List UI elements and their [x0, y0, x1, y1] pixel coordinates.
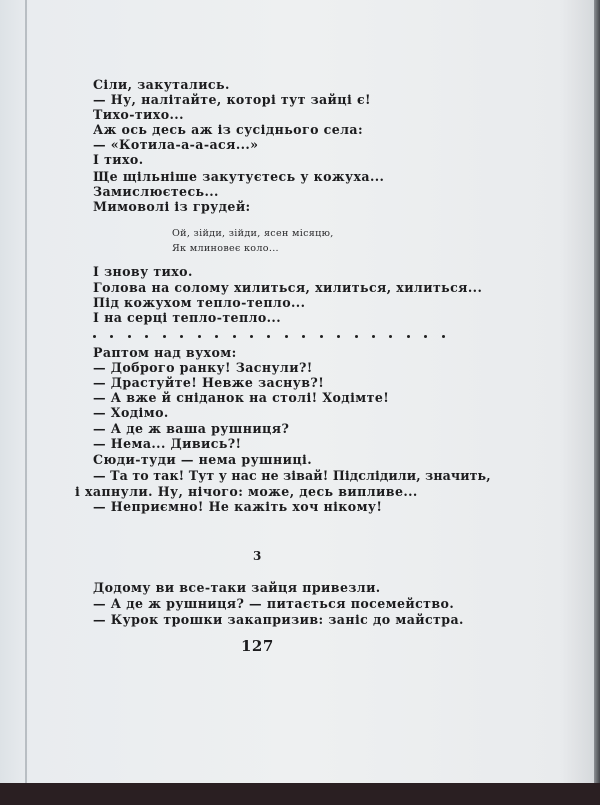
- text-line: — Драстуйте! Невже заснув?!: [93, 375, 325, 390]
- text-line: Тихо-тихо...: [93, 107, 184, 122]
- text-line: — Нема... Дивись?!: [93, 436, 242, 451]
- text-line: — А де ж ваша рушниця?: [93, 421, 290, 436]
- text-line: Раптом над вухом:: [93, 345, 237, 360]
- text-line: — Доброго ранку! Заснули?!: [93, 360, 313, 375]
- text-line: І на серці тепло-тепло...: [93, 310, 282, 325]
- text-line: Додому ви все-таки зайця привезли.: [93, 580, 381, 595]
- text-line: і хапнули. Ну, нічого: може, десь випливе...: [75, 484, 418, 499]
- text-line: Аж ось десь аж із сусіднього села:: [93, 122, 364, 137]
- text-line: Замислюєтесь...: [93, 184, 219, 199]
- text-line: І тихо.: [93, 152, 144, 167]
- text-line: — Та то так! Тут у нас не зівай! Підслідили, значить,: [93, 468, 491, 483]
- text-line: — Курок трошки закапризив: заніс до майстра.: [93, 612, 464, 627]
- text-line: Голова на солому хилиться, хилиться, хилиться...: [93, 280, 483, 295]
- text-line: — «Котила-а-а-ася...»: [93, 137, 259, 152]
- page-number: 127: [241, 637, 274, 655]
- text-line: Сіли, закутались.: [93, 77, 230, 92]
- text-line: — Ну, налітайте, которі тут зайці є!: [93, 92, 371, 107]
- text-line: — Ходімо.: [93, 405, 169, 420]
- text-line: — Неприємно! Не кажіть хоч нікому!: [93, 499, 383, 514]
- text-line: Сюди-туди — нема рушниці.: [93, 452, 313, 467]
- song-line: Як млиновеє коло...: [172, 243, 279, 254]
- text-line: — А де ж рушниця? — питається посемейство.: [93, 596, 455, 611]
- text-line: І знову тихо.: [93, 264, 193, 279]
- section-number: 3: [253, 549, 262, 563]
- scanner-background: [0, 783, 600, 805]
- text-line: Під кожухом тепло-тепло...: [93, 295, 306, 310]
- book-spine-edge: [594, 0, 600, 783]
- text-line: Мимоволі із грудей:: [93, 199, 251, 214]
- text-line: — А вже й сніданок на столі! Ходімте!: [93, 390, 390, 405]
- song-line: Ой, зійди, зійди, ясен місяцю,: [172, 228, 334, 239]
- text-line: Ще щільніше закутуєтесь у кожуха...: [93, 169, 385, 184]
- dotted-separator: [93, 330, 445, 342]
- scan-edge-line: [25, 0, 27, 783]
